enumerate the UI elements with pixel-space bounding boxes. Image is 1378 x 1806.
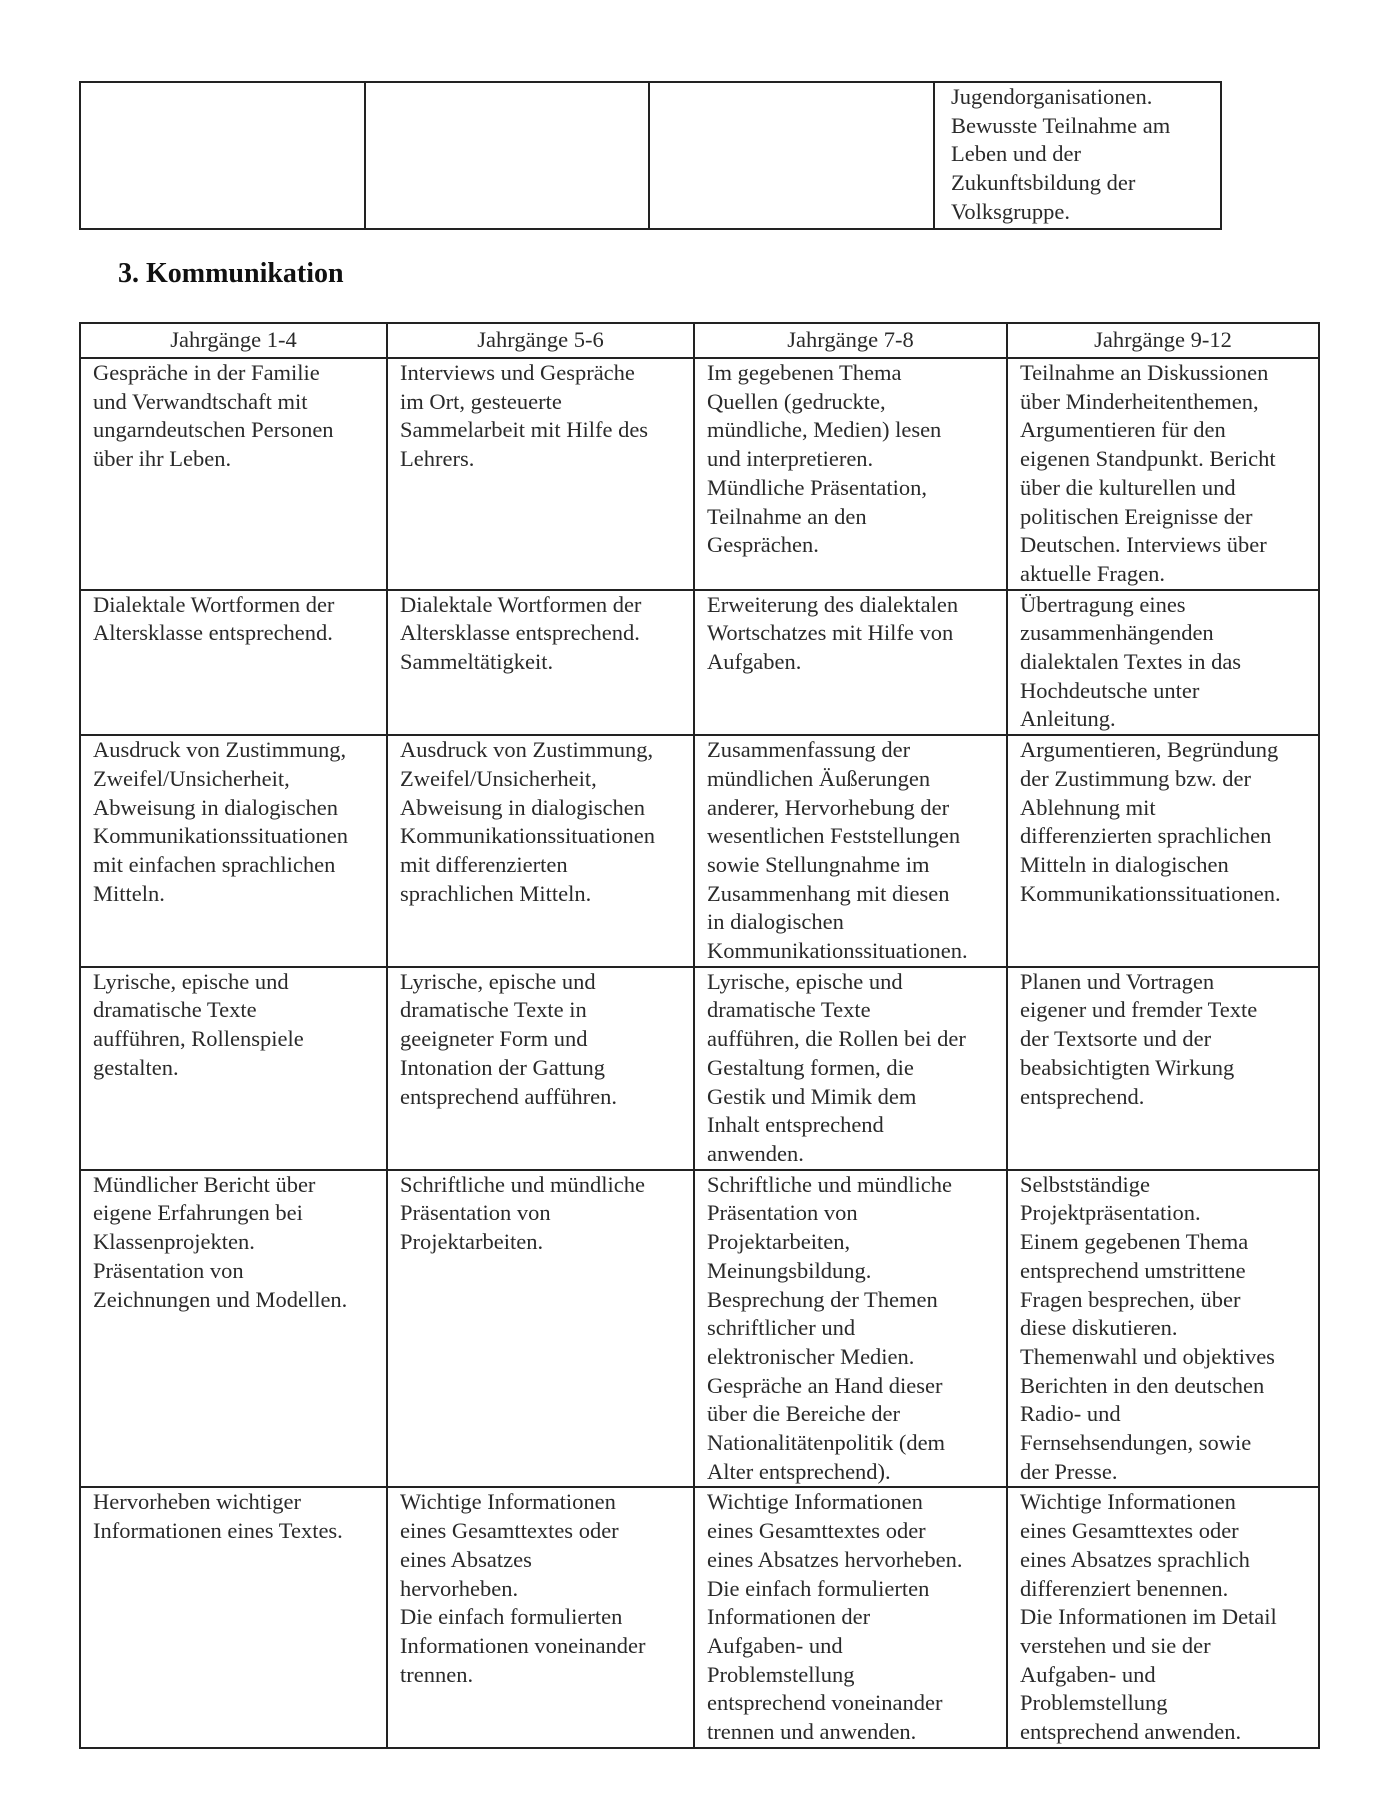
previous-section-table xyxy=(79,81,1222,230)
table-cell xyxy=(365,82,649,229)
table-cell: Argumentieren, Begründung der Zustimmung bzw. der Ablehnung mit differenzierten sprachlichen Mitteln in dialogischen Kommunikationssituationen. xyxy=(1007,735,1319,967)
table-cell: Mündlicher Bericht über eigene Erfahrungen bei Klassenprojekten. Präsentation von Zeichnungen und Modellen. xyxy=(80,1170,387,1488)
section-title: 3. Kommunikation xyxy=(118,258,344,289)
table-cell: Lyrische, epische und dramatische Texte in geeigneter Form und Intonation der Gattung entsprechend aufführen. xyxy=(387,967,694,1170)
table-cell: Schriftliche und mündliche Präsentation von Projektarbeiten. xyxy=(387,1170,694,1488)
table-row xyxy=(80,735,1319,967)
table-cell: Dialektale Wortformen der Altersklasse entsprechend. xyxy=(80,590,387,736)
kommunikation-table xyxy=(79,322,1320,1749)
column-header: Jahrgänge 1-4 xyxy=(80,323,387,358)
table-cell: Planen und Vortragen eigener und fremder Texte der Textsorte und der beabsichtigten Wirkung entsprechend. xyxy=(1007,967,1319,1170)
table-cell: Schriftliche und mündliche Präsentation von Projektarbeiten, Meinungsbildung. Besprechung der Themen schriftlicher und elektronischer Medien. Gespräche an Hand dieser über die Bereiche der Nationalitätenpolitik (dem Alter entsprechend). xyxy=(694,1170,1007,1488)
table-cell xyxy=(649,82,934,229)
table-cell: Im gegebenen Thema Quellen (gedruckte, mündliche, Medien) lesen und interpretieren. Mündliche Präsentation, Teilnahme an den Gesprächen. xyxy=(694,358,1007,590)
table-cell: Lyrische, epische und dramatische Texte aufführen, Rollenspiele gestalten. xyxy=(80,967,387,1170)
column-header: Jahrgänge 5-6 xyxy=(387,323,694,358)
column-header: Jahrgänge 7-8 xyxy=(694,323,1007,358)
table-cell: Wichtige Informationen eines Gesamttextes oder eines Absatzes hervorheben. Die einfach formulierten Informationen der Aufgaben- und Problemstellung entsprechend voneinander trennen und anwenden. xyxy=(694,1487,1007,1747)
table-cell: Ausdruck von Zustimmung, Zweifel/Unsicherheit, Abweisung in dialogischen Kommunikationssituationen mit einfachen sprachlichen Mitteln. xyxy=(80,735,387,967)
table-cell: Wichtige Informationen eines Gesamttextes oder eines Absatzes sprachlich differenziert benennen. Die Informationen im Detail verstehen und sie der Aufgaben- und Problemstellung entsprechend anwenden. xyxy=(1007,1487,1319,1747)
table-cell: Jugendorganisationen. Bewusste Teilnahme am Leben und der Zukunftsbildung der Volksgruppe. xyxy=(934,82,1221,229)
table-row xyxy=(80,590,1319,736)
table-cell: Erweiterung des dialektalen Wortschatzes mit Hilfe von Aufgaben. xyxy=(694,590,1007,736)
table-cell: Wichtige Informationen eines Gesamttextes oder eines Absatzes hervorheben. Die einfach formulierten Informationen voneinander trennen. xyxy=(387,1487,694,1747)
table-row xyxy=(80,1170,1319,1488)
table-row xyxy=(80,967,1319,1170)
table-row xyxy=(80,1487,1319,1747)
table-cell: Hervorheben wichtiger Informationen eines Textes. xyxy=(80,1487,387,1747)
table-cell: Übertragung eines zusammenhängenden dialektalen Textes in das Hochdeutsche unter Anleitung. xyxy=(1007,590,1319,736)
table-row xyxy=(80,82,1221,229)
table-cell: Interviews und Gespräche im Ort, gesteuerte Sammelarbeit mit Hilfe des Lehrers. xyxy=(387,358,694,590)
table-cell: Gespräche in der Familie und Verwandtschaft mit ungarndeutschen Personen über ihr Leben. xyxy=(80,358,387,590)
table-cell: Dialektale Wortformen der Altersklasse entsprechend. Sammeltätigkeit. xyxy=(387,590,694,736)
table-cell: Zusammenfassung der mündlichen Äußerungen anderer, Hervorhebung der wesentlichen Feststellungen sowie Stellungnahme im Zusammenhang mit diesen in dialogischen Kommunikationssituationen. xyxy=(694,735,1007,967)
table-cell: Lyrische, epische und dramatische Texte aufführen, die Rollen bei der Gestaltung formen, die Gestik und Mimik dem Inhalt entsprechend anwenden. xyxy=(694,967,1007,1170)
table-header-row xyxy=(80,323,1319,358)
column-header: Jahrgänge 9-12 xyxy=(1007,323,1319,358)
table-cell: Teilnahme an Diskussionen über Minderheitenthemen, Argumentieren für den eigenen Standpunkt. Bericht über die kulturellen und politischen Ereignisse der Deutschen. Interviews über aktuelle Fragen. xyxy=(1007,358,1319,590)
table-cell xyxy=(80,82,365,229)
table-row xyxy=(80,358,1319,590)
table-cell: Ausdruck von Zustimmung, Zweifel/Unsicherheit, Abweisung in dialogischen Kommunikationssituationen mit differenzierten sprachlichen Mitteln. xyxy=(387,735,694,967)
table-cell: Selbstständige Projektpräsentation. Einem gegebenen Thema entsprechend umstrittene Fragen besprechen, über diese diskutieren. Themenwahl und objektives Berichten in den deutschen Radio- und Fernsehsendungen, sowie der Presse. xyxy=(1007,1170,1319,1488)
